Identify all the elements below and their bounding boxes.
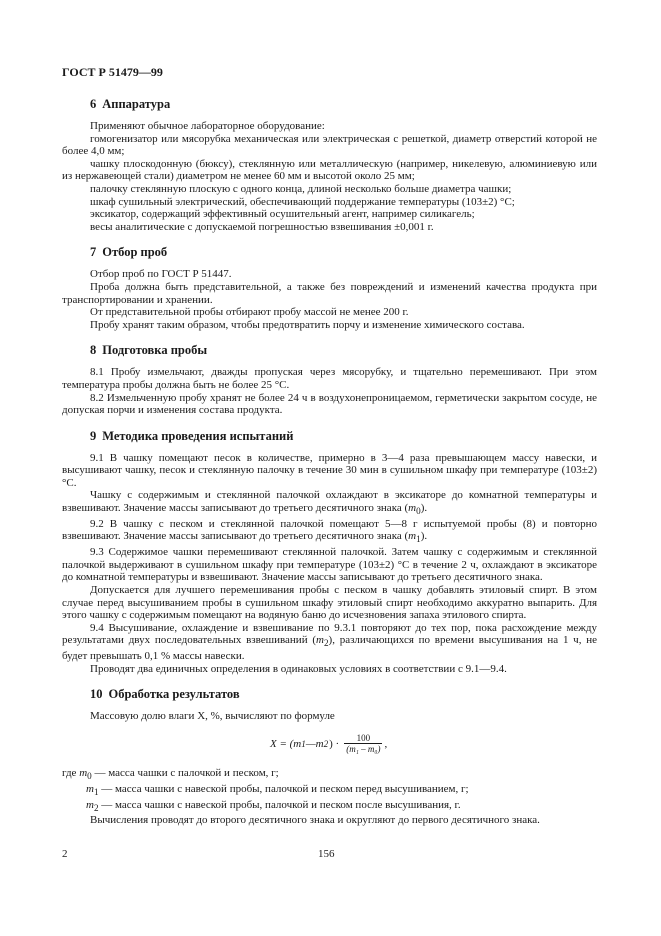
paragraph: гомогенизатор или мясорубка механическая или электрическая с решеткой, диаметр отверстий которой не более 4,0 мм; (62, 132, 597, 158)
page-number: 2 (62, 848, 68, 860)
section-heading: 6 Аппаратура (90, 97, 171, 111)
paragraph: чашку плоскодонную (бюксу), стеклянную или металлическую (например, никелевую, алюминиевую или из нержавеющей стали) диаметром не менее 60 мм и высотой около 25 мм; (62, 157, 597, 183)
paragraph: 9.4 Высушивание, охлаждение и взвешивание по 9.3.1 повторяют до тех пор, пока расхождение между результатами двух последовательных взвешиваний $(m_2)$, различающихся по времени высушивания на 1 ч, не будет превышать 0,1 % массы навески. (62, 621, 597, 663)
definition-row: $m_1$ — масса чашки с навеской пробы, палочкой и песком перед высушиванием, г; (86, 782, 469, 797)
paragraph: 9.3 Содержимое чашки перемешивают стеклянной палочкой. Затем чашку с содержимым и стеклянной палочкой выдерживают в сушильном шкафу при температуре (103±2) °С в течение 2 ч, охлаждают в эксикаторе до комнатной температуры и взвешивают. Значение массы записывают до третьего десятичного знака. (62, 546, 597, 584)
definition-row: $m_2$ — масса чашки с навеской пробы, палочкой и песком после высушивания, г. (86, 798, 461, 813)
document-body (62, 97, 597, 839)
paragraph: Проба должна быть представительной, а также без повреждений и изменений качества продукта при транспортировании и хранении. (62, 280, 597, 306)
document-code: ГОСТ Р 51479—99 (62, 65, 163, 79)
paragraph: весы аналитические с допускаемой погрешностью взвешивания ±0,001 г. (90, 220, 434, 233)
definition-row: где $m_0$ — масса чашки с палочкой и песком, г; (62, 766, 279, 782)
paragraph: Допускается для лучшего перемешивания пробы с песком в чашку добавлять этиловый спирт. В этом случае перед высушиванием пробы в сушильном шкафу этиловый спирт необходимо аккуратно выпарить. Для этого чашку с содержимым помещают на водяную баню до исчезновения запаха этилового спирта. (62, 584, 597, 622)
paragraph: 9.1 В чашку помещают песок в количестве, примерно в 3—4 раза превышающем массу навески, и высушивают чашку, песок и стеклянную палочку в течение 30 мин в сушильном шкафу при температуре (103±2) °С. (62, 451, 597, 489)
sheet-number: 156 (318, 848, 335, 860)
paragraph: Применяют обычное лабораторное оборудование: (90, 120, 325, 132)
section-sample-preparation (62, 343, 597, 416)
section-results-processing (62, 687, 597, 827)
section-test-procedure (62, 429, 597, 676)
section-heading: 9 Методика проведения испытаний (90, 428, 294, 443)
paragraph: Пробу хранят таким образом, чтобы предотвратить порчу и изменение химического состава. (90, 318, 525, 331)
paragraph: Отбор проб по ГОСТ Р 51447. (90, 268, 232, 281)
moisture-formula: X = (m 1 —m 2 ) · $\frac{100}{\text{(m₁ – m₀)}}$ , (270, 733, 388, 755)
paragraph: Чашку с содержимым и стеклянной палочкой охлаждают в эксикаторе до комнатной температуры и взвешивают. Значение массы записывают до третьего десятичного знака $(m_0)$. (62, 489, 597, 517)
paragraph: 8.1 Пробу измельчают, дважды пропуская через мясорубку, и тщательно перемешивают. При этом температура пробы должна быть не более 25 °С. (62, 366, 597, 391)
formula-fraction: $\frac{100}{\text{(m₁ – m₀)}}$ (346, 733, 381, 755)
paragraph: Вычисления проводят до второго десятичного знака и округляют до первого десятичного знака. (90, 814, 540, 827)
paragraph: Проводят два единичных определения в одинаковых условиях в соответствии с 9.1—9.4. (90, 662, 507, 675)
paragraph: От представительной пробы отбирают пробу массой не менее 200 г. (90, 306, 409, 319)
section-sampling (62, 245, 597, 331)
paragraph: шкаф сушильный электрический, обеспечивающий поддержание температуры (103±2) °С; (90, 195, 515, 208)
paragraph: 9.2 В чашку с песком и стеклянной палочкой помещают 5—8 г испытуемой пробы (8) и повторно взвешивают. Значение массы записывают до третьего десятичного знака $(m_1)$. (62, 517, 597, 545)
section-apparatus (62, 97, 597, 233)
paragraph: 8.2 Измельченную пробу хранят не более 24 ч в воздухонепроницаемом, герметически закрытом сосуде, не допуская порчи и изменения состава продукта. (62, 391, 597, 417)
paragraph: палочку стеклянную плоскую с одного конца, длиной несколько больше диаметра чашки; (90, 182, 512, 195)
section-heading: 7 Отбор проб (90, 245, 168, 260)
paragraph: Массовую долю влаги X, %, вычисляют по формуле (90, 710, 335, 723)
section-heading: 10 Обработка результатов (90, 687, 240, 702)
section-heading: 8 Подготовка пробы (90, 343, 208, 358)
paragraph: эксикатор, содержащий эффективный осушительный агент, например силикагель; (90, 208, 475, 221)
